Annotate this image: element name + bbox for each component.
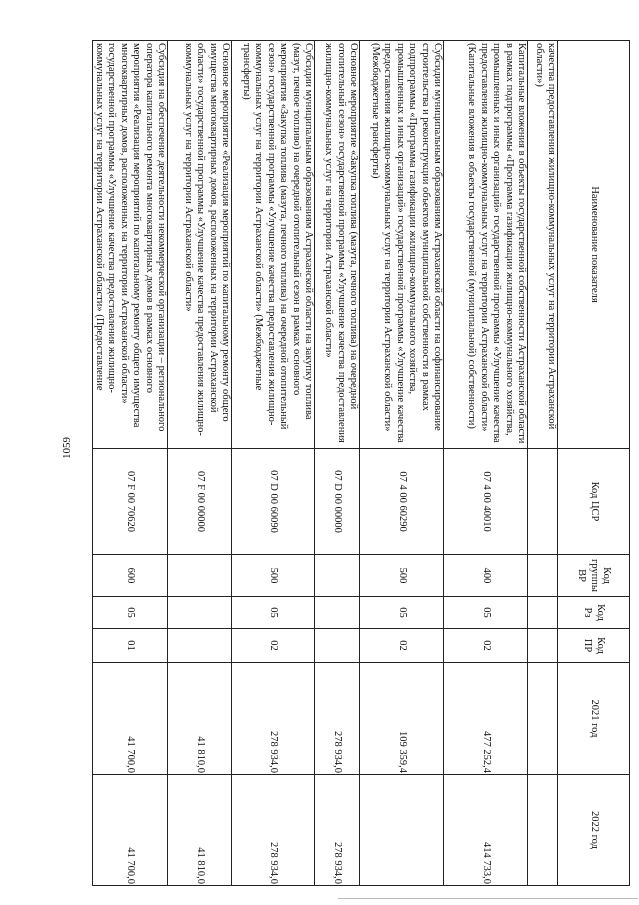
table-row [92,41,167,886]
row-2021: 109 359,4 [360,663,444,775]
row-name: Капитальные вложения в объекты государственной собственности Астраханской области в рамках подпрограммы «Программа газификации жилищно-коммунального хозяйства, промышленных и иных организаций» государственной программы «Улучшение качества предоставления жилищно-коммунальных услуг на территории Астраханской области» (Капитальные вложения в объекты государственной (муниципальной) собственности) [444,41,528,449]
row-pr: 02 [444,629,528,663]
row-rz [528,597,558,629]
row-rz: 05 [360,597,444,629]
table-row [168,41,232,886]
row-pr: 01 [92,629,167,663]
row-2022: 278 934,0 [232,775,315,886]
row-2021: 278 934,0 [232,663,315,775]
row-pr: 02 [360,629,444,663]
budget-table [92,40,630,886]
row-2022: 41 700,0 [92,775,167,886]
row-name: Основное мероприятие «Закупка топлива (мазута, печного топлива) на очередной отопительный сезон» государственной программы «Улучшение качества предоставления жилищно-коммунальных услуг на территории Астраханской области» [315,41,360,449]
header-pr: Код ПР [558,629,630,663]
header-vr: Код группы ВР [558,555,630,597]
table-row [444,41,528,886]
header-rz: Код Рз [558,597,630,629]
row-2022: 41 810,0 [168,775,232,886]
budget-table-page [94,40,630,885]
table-header-row [558,41,630,886]
row-rz: 05 [232,597,315,629]
row-csr: 07 F 00 00000 [168,449,232,555]
table-row [360,41,444,886]
header-name: Наименование показателя [558,41,630,449]
row-vr [315,555,360,597]
row-2021: 278 934,0 [315,663,360,775]
row-csr: 07 4 00 40010 [444,449,528,555]
row-2021: 41 810,0 [168,663,232,775]
row-2022 [528,775,558,886]
row-csr: 07 4 00 60290 [360,449,444,555]
row-2021: 41 700,0 [92,663,167,775]
row-pr [168,629,232,663]
row-rz [315,597,360,629]
row-2022 [360,775,444,886]
row-csr: 07 D 00 00000 [315,449,360,555]
row-2021: 477 252,4 [444,663,528,775]
row-pr [528,629,558,663]
row-pr [315,629,360,663]
row-vr [528,555,558,597]
row-name: Субсидии муниципальным образованиям Астраханской области на софинансирование строительства и реконструкции объектов муниципальной собственности в рамках подпрограммы «Программа газификации жилищно-коммунального хозяйства, промышленных и иных организаций» государственной программы «Улучшение качества предоставления жилищно-коммунальных услуг на территории Астраханской области» (Межбюджетные трансферты) [360,41,444,449]
row-csr: 07 F 00 70620 [92,449,167,555]
table-row [315,41,360,886]
row-name: Субсидии муниципальным образованиям Астраханской области на закупку топлива (мазут, печное топливо) на очередной отопительный сезон в рамках основного мероприятия «Закупка топлива (мазута, печного топлива) на очередной отопительный сезон» государственной программы «Улучшение качества предоставления жилищно-коммунальных услуг на территории Астраханской области» (Межбюджетные трансферты) [232,41,315,449]
row-rz: 05 [444,597,528,629]
table-row [232,41,315,886]
row-name: качества предоставления жилищно-коммунальных услуг на территории Астраханской области») [528,41,558,449]
header-2021: 2021 год [558,663,630,775]
row-rz [168,597,232,629]
row-name: Основное мероприятие «Реализация мероприятий по капитальному ремонту общего имущества многоквартирных домов, расположенных на территории Астраханской области» государственной программы «Улучшение качества предоставления жилищно-коммунальных услуг на территории Астраханской области» [168,41,232,449]
row-csr [528,449,558,555]
row-vr: 500 [232,555,315,597]
row-csr: 07 D 00 60090 [232,449,315,555]
header-2022: 2022 год [558,775,630,886]
row-rz: 05 [92,597,167,629]
row-name: Субсидия на обеспечение деятельности некоммерческой организации – регионального оператора капитального ремонта многоквартирных домов в рамках основного мероприятия «Реализация мероприятий по капитальному ремонту общего имущества многоквартирных домов, расположенных на территории Астраханской области» государственной программы «Улучшение качества предоставления жилищно-коммунальных услуг на территории Астраханской области» (Предоставление [92,41,167,449]
table-row [528,41,558,886]
header-csr: Код ЦСР [558,449,630,555]
row-pr: 02 [232,629,315,663]
row-2021 [528,663,558,775]
row-vr: 600 [92,555,167,597]
scan-edge-line [338,898,638,899]
page-number: 1059 [61,437,73,459]
row-vr [168,555,232,597]
row-2022: 278 934,0 [315,775,360,886]
row-vr: 500 [360,555,444,597]
row-2022: 414 733,0 [444,775,528,886]
row-vr: 400 [444,555,528,597]
